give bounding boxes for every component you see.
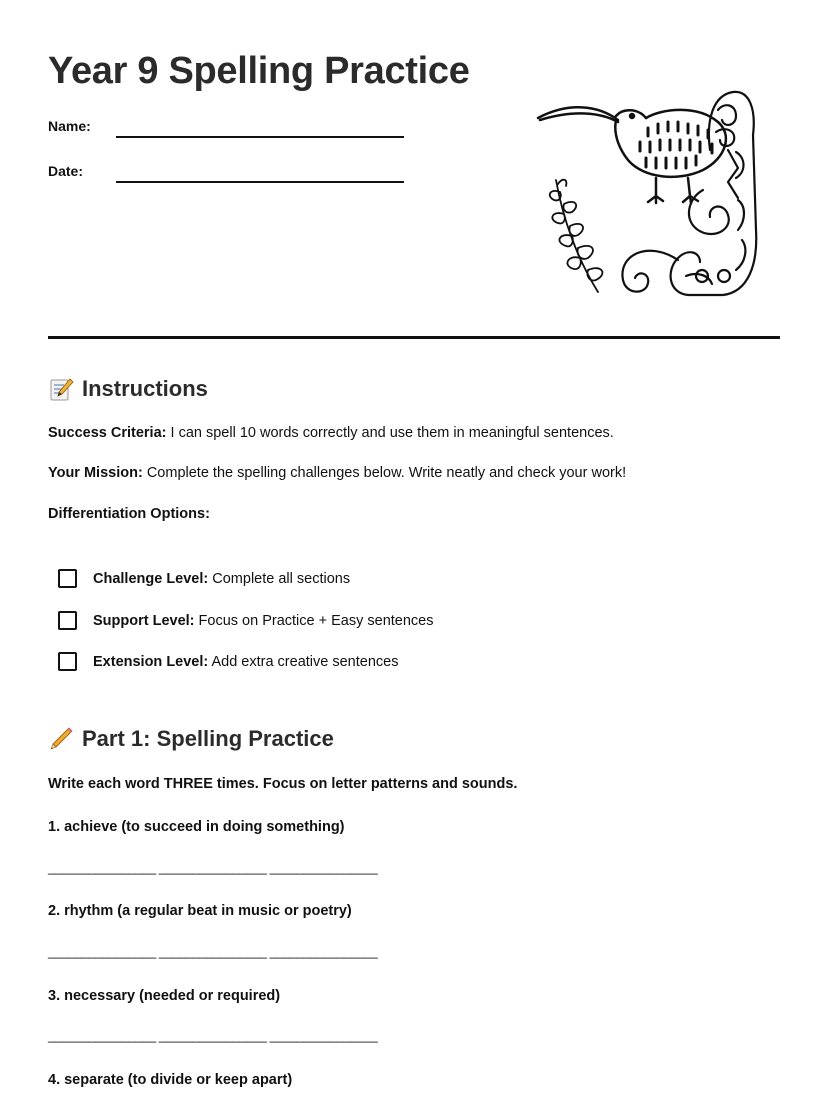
pencil-icon xyxy=(48,726,74,752)
option-extension[interactable] xyxy=(58,652,398,671)
page-title: Year 9 Spelling Practice xyxy=(48,50,470,92)
memo-icon xyxy=(48,376,74,402)
extension-label: Extension Level: xyxy=(93,653,209,670)
option-challenge[interactable] xyxy=(58,569,350,588)
date-label: Date: xyxy=(48,163,84,179)
header-divider xyxy=(48,336,780,339)
name-line[interactable] xyxy=(116,136,404,138)
extension-checkbox[interactable] xyxy=(58,652,77,671)
support-label: Support Level: xyxy=(93,612,195,629)
differentiation-options xyxy=(48,506,210,522)
mission-text: Complete the spelling challenges below. Write neatly and check your work! xyxy=(142,465,627,481)
option-support[interactable] xyxy=(58,611,433,630)
mission xyxy=(48,465,626,481)
part1-heading xyxy=(48,726,334,752)
date-field xyxy=(48,163,83,179)
word-3-label: 3. necessary (needed or required) xyxy=(48,988,281,1004)
success-criteria-label: Success Criteria: xyxy=(48,425,167,441)
fern-icon xyxy=(550,180,603,292)
support-text: Focus on Practice + Easy sentences xyxy=(194,612,434,629)
name-label: Name: xyxy=(48,118,91,134)
mission-label: Your Mission: xyxy=(48,465,143,481)
name-field xyxy=(48,118,91,134)
word-4-label: 4. separate (to divide or keep apart) xyxy=(48,1072,293,1088)
word-1-label: 1. achieve (to succeed in doing something) xyxy=(48,819,345,835)
success-criteria xyxy=(48,425,614,441)
word-1-blanks[interactable]: ________________ ________________ ________________ xyxy=(48,860,378,875)
date-line[interactable] xyxy=(116,181,404,183)
part1-instruction: Write each word THREE times. Focus on letter patterns and sounds. xyxy=(48,776,518,792)
word-2-label: 2. rhythm (a regular beat in music or poetry) xyxy=(48,903,352,919)
challenge-label: Challenge Level: xyxy=(93,570,209,587)
instructions-heading-label: Instructions xyxy=(82,376,208,401)
extension-text: Add extra creative sentences xyxy=(208,653,399,670)
challenge-text: Complete all sections xyxy=(208,570,351,587)
instructions-heading xyxy=(48,376,208,402)
support-checkbox[interactable] xyxy=(58,611,77,630)
success-criteria-text: I can spell 10 words correctly and use them in meaningful sentences. xyxy=(166,425,614,441)
word-2-blanks[interactable]: ________________ ________________ ________________ xyxy=(48,944,378,959)
kiwi-fern-maori-carving-illustration xyxy=(528,80,808,300)
kiwi-icon xyxy=(538,107,726,203)
challenge-checkbox[interactable] xyxy=(58,569,77,588)
word-3-blanks[interactable]: ________________ ________________ ________________ xyxy=(48,1028,378,1043)
differentiation-label: Differentiation Options: xyxy=(48,506,210,522)
part1-heading-label: Part 1: Spelling Practice xyxy=(82,726,334,751)
